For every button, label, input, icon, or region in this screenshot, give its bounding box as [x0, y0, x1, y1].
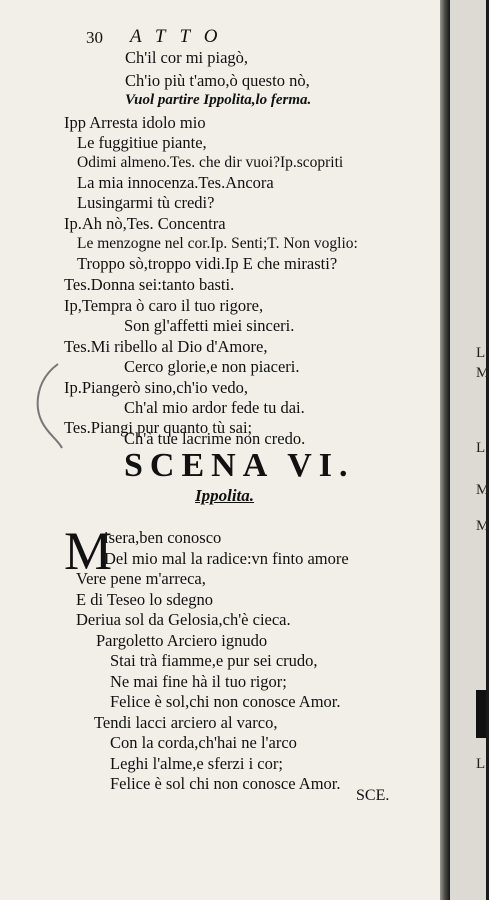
verse-line: Pargoletto Arciero ignudo — [96, 631, 268, 650]
verse-line: Ip.Ah nò,Tes. Concentra — [64, 214, 226, 233]
verse-line: Felice è sol,chi non conosce Amor. — [110, 692, 341, 711]
scene-heading: SCENA VI. — [124, 447, 355, 484]
book-gutter — [440, 0, 450, 900]
verse-line: Con la corda,ch'hai ne l'arco — [110, 733, 297, 752]
facing-letter: M — [476, 518, 489, 534]
verse-line: Ip.Piangerò sino,ch'io vedo, — [64, 378, 248, 397]
verse-line: Ipp Arresta idolo mio — [64, 113, 206, 132]
verse-line: Stai trà fiamme,e pur sei crudo, — [110, 651, 318, 670]
facing-letter: L — [476, 345, 486, 361]
verse-line: Tes.Piangi pur quanto tù sai; — [64, 418, 253, 437]
facing-letter: M — [476, 365, 489, 381]
running-title: ATTO — [130, 26, 232, 47]
verse-line: isera,ben conosco — [104, 528, 222, 547]
verse-line: Ch'io più t'amo,ò questo nò, — [125, 71, 310, 90]
margin-bracket-mark — [28, 360, 70, 450]
verse-line: Tes.Mi ribello al Dio d'Amore, — [64, 337, 268, 356]
verse-line: Le menzogne nel cor.Ip. Senti;T. Non voglio: — [77, 235, 358, 252]
verse-line: Lusingarmi tù credi? — [77, 193, 215, 212]
drop-cap: M — [64, 521, 113, 581]
verse-line: Odimi almeno.Tes. che dir vuoi?Ip.scopriti — [77, 154, 344, 171]
scene-character: Ippolita. — [195, 486, 255, 505]
verse-line: Ch'à tue lacrime non credo. — [124, 429, 306, 448]
facing-letter: L — [476, 440, 486, 456]
catchword: SCE. — [356, 787, 390, 804]
verse-line: Son gl'affetti miei sinceri. — [124, 316, 295, 335]
verse-line: Ch'il cor mi piagò, — [125, 48, 249, 67]
verse-line: Felice è sol chi non conosce Amor. — [110, 774, 341, 793]
verse-line: E di Teseo lo sdegno — [76, 590, 213, 609]
facing-letter: L — [476, 756, 486, 772]
verse-line: Troppo sò,troppo vidi.Ip E che mirasti? — [77, 254, 338, 273]
verse-line: Tes.Donna sei:tanto basti. — [64, 275, 235, 294]
verse-line: Le fuggitiue piante, — [77, 133, 207, 152]
verse-line: Leghi l'alme,e sferzi i cor; — [110, 754, 283, 773]
page-number: 30 — [86, 28, 103, 47]
verse-line: Ip,Tempra ò caro il tuo rigore, — [64, 296, 264, 315]
verse-line: Vere pene m'arreca, — [76, 569, 206, 588]
stage-direction: Vuol partire Ippolita,lo ferma. — [125, 92, 312, 108]
facing-ink-block — [476, 690, 486, 738]
verse-line: Cerco glorie,e non piaceri. — [124, 357, 300, 376]
verse-line: Ne mai fine hà il tuo rigor; — [110, 672, 287, 691]
verse-line: Deriua sol da Gelosia,ch'è cieca. — [76, 610, 291, 629]
facing-page-edge — [450, 0, 489, 900]
verse-line: La mia innocenza.Tes.Ancora — [77, 173, 274, 192]
verse-line: Tendi lacci arciero al varco, — [94, 713, 278, 732]
facing-letter: M — [476, 482, 489, 498]
verse-line: Del mio mal la radice:vn finto amore — [104, 549, 349, 568]
verse-line: Ch'al mio ardor fede tu dai. — [124, 398, 305, 417]
